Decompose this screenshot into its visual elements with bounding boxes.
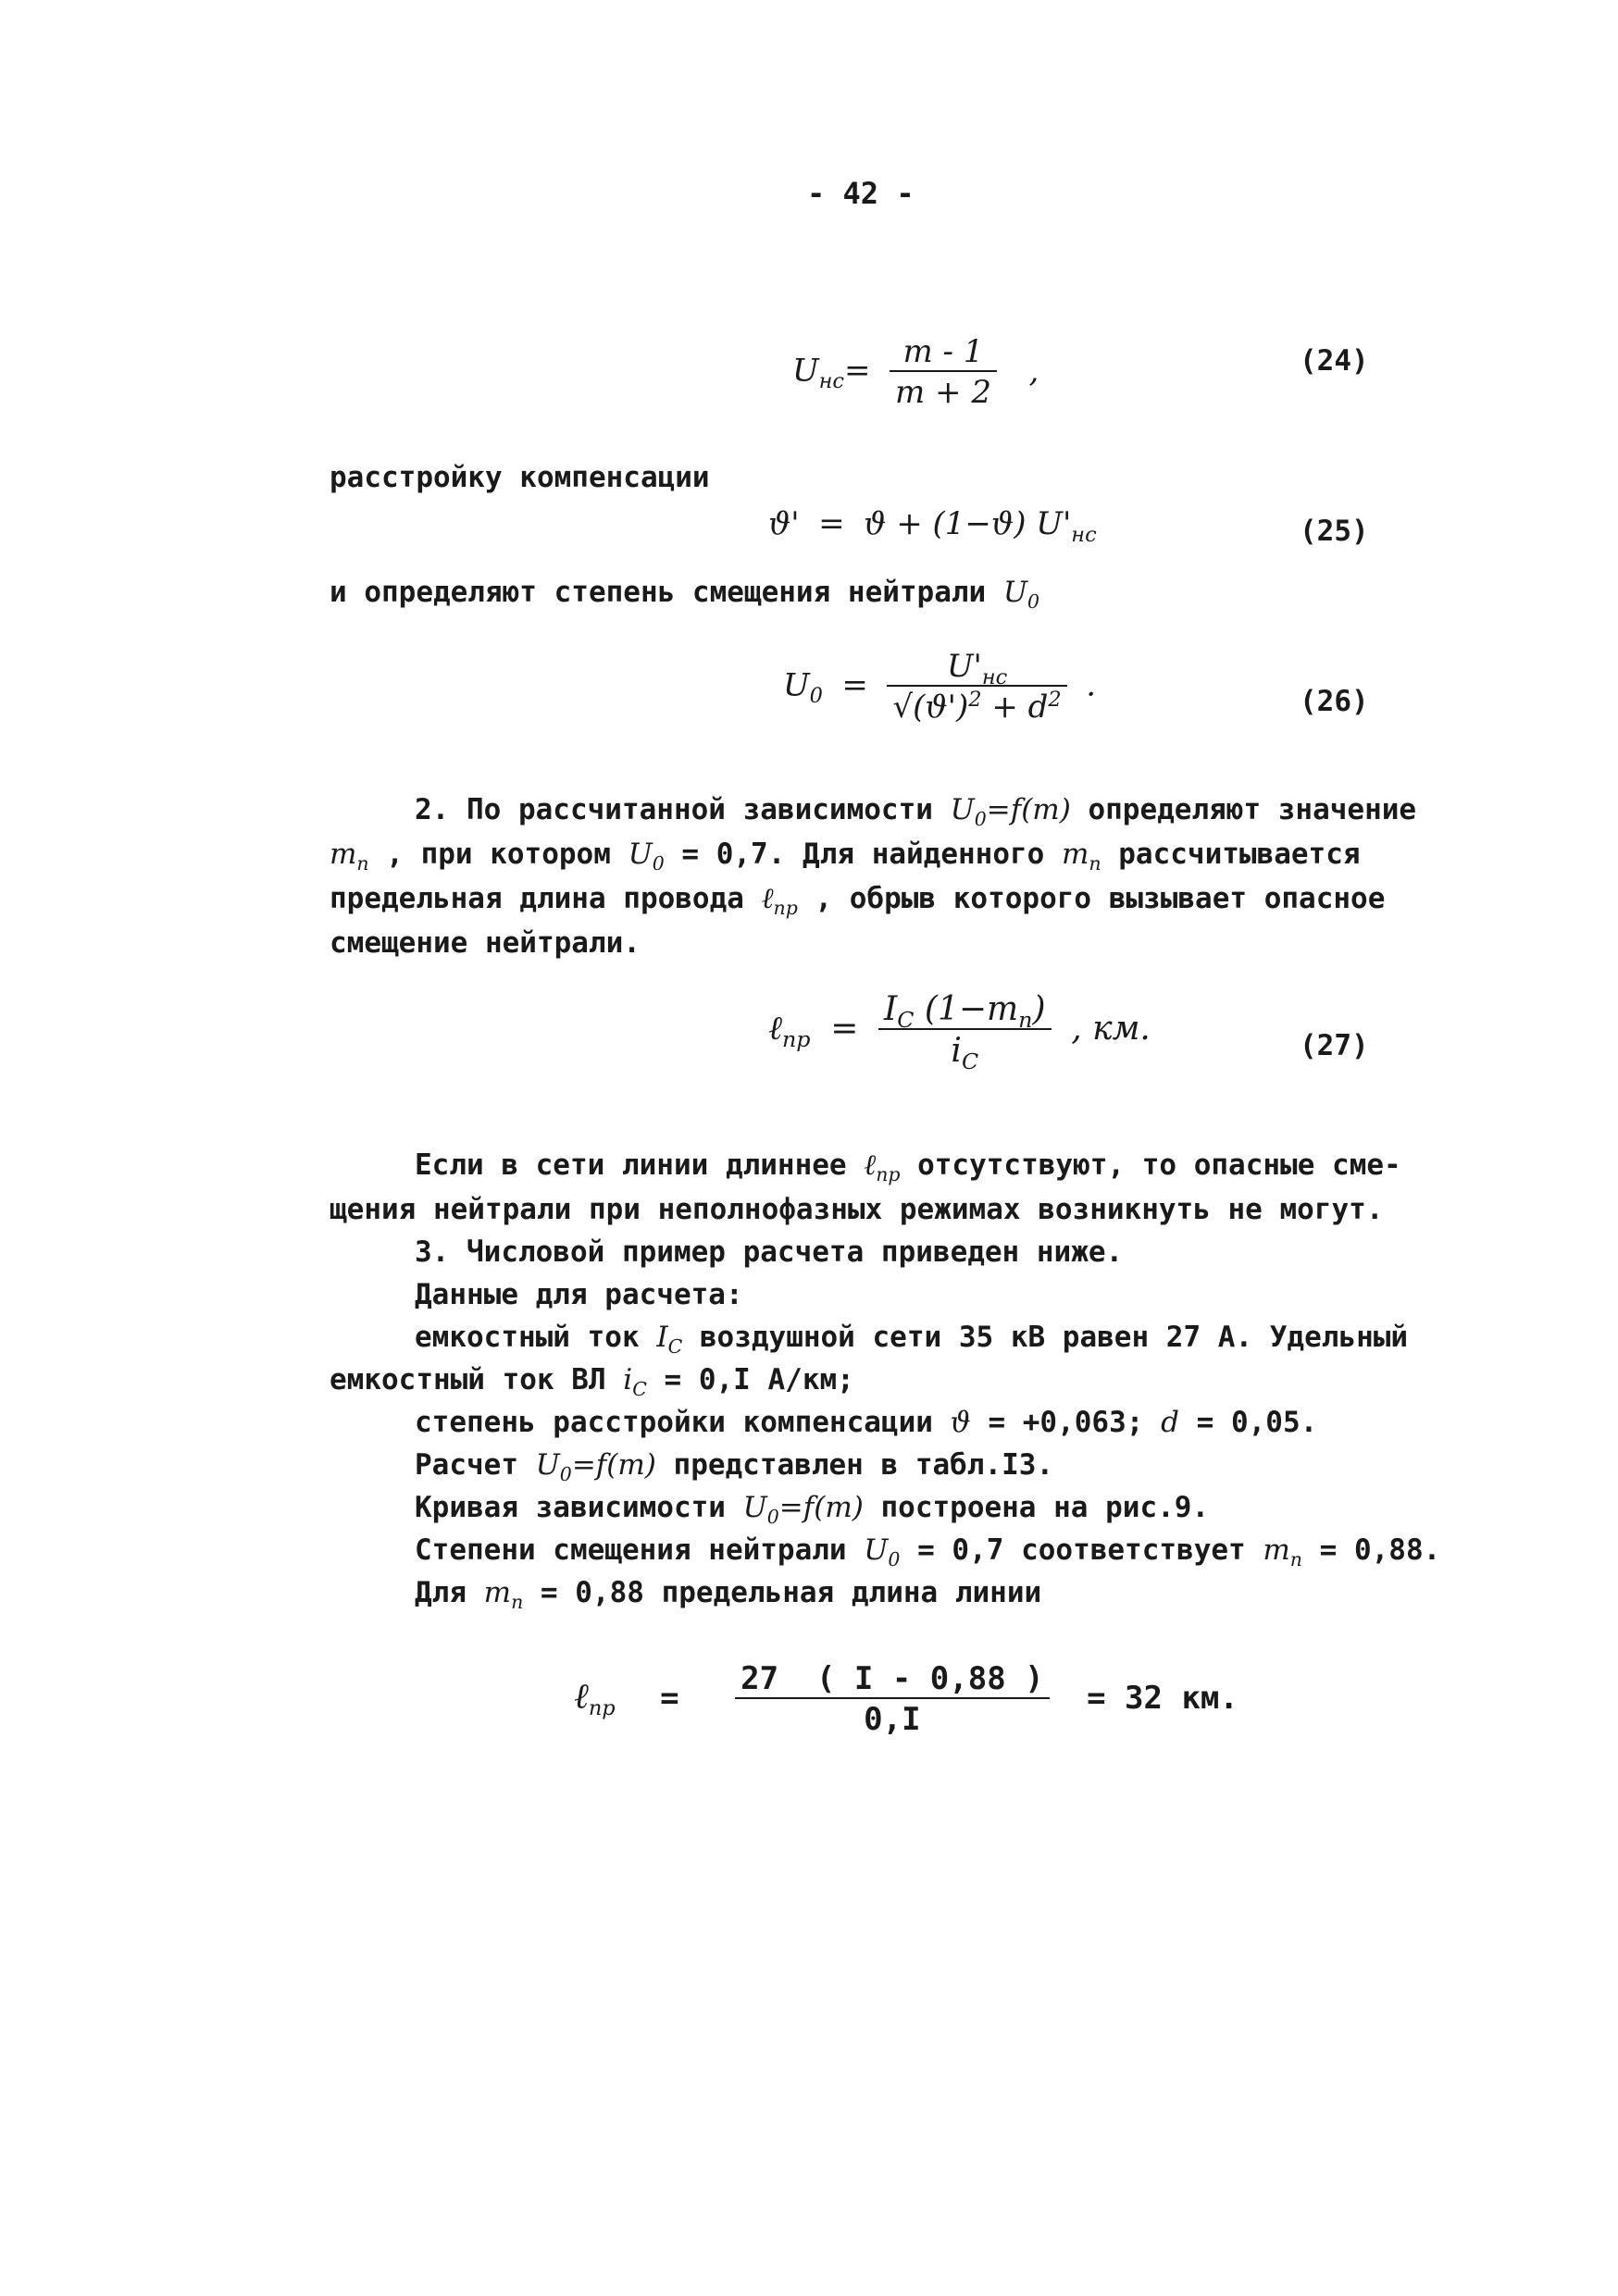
eq26-trail: . [1086,666,1096,704]
p3-l11-sym: m [483,1576,512,1609]
equation-25 [768,505,1097,547]
equation-26 [783,648,1096,726]
eq27-lhs: ℓ [768,1010,782,1048]
p3-l5-text-a: емкостный ток [415,1321,640,1354]
equation-number-27: (27) [1300,1029,1369,1062]
p3-l10-text-b: = 0,7 соответствует [917,1533,1246,1567]
p3-l6-text-b: = 0,I А/км; [664,1363,854,1396]
eq24-fraction [890,333,997,411]
p3-l9-func: =f(m) [778,1491,864,1524]
paragraph-2-line-4: смещение нейтрали. [330,926,641,960]
p2-l1-sym-sub: 0 [974,808,987,831]
p3-l5-text-b: воздушной сети 35 кВ равен 27 А. Удельный [699,1321,1409,1354]
p2-l2-sym-sub: п [356,852,369,875]
eq26-lhs-sub: 0 [809,684,823,709]
eq27-lhs-sub: пр [782,1026,811,1053]
eq27-num-sub: C [897,1007,915,1034]
final-denominator: 0,I [735,1697,1050,1738]
eq25-eq: = [818,505,845,542]
eq27-trail: , км. [1071,1010,1151,1048]
equation-24 [792,333,1039,411]
equation-number-24: (24) [1300,344,1369,378]
paragraph-3-line-2: щения нейтрали при неполнофазных режимах возникнуть не могут. [330,1193,1384,1226]
paragraph-3-line-7 [415,1401,1317,1444]
text-determine-symbol: U [1002,576,1028,609]
eq26-den-plus: + d [991,689,1049,726]
equation-number-25: (25) [1300,515,1369,548]
p3-l1-text-a: Если в сети линии длиннее [415,1148,847,1182]
final-result: = 32 км. [1087,1679,1238,1717]
eq25-rhs: ϑ + (1−ϑ) U' [864,505,1072,542]
eq24-numerator: m - 1 [902,333,984,370]
eq26-numerator-sub: нс [981,664,1008,689]
p3-l8-text-b: представлен в табл.I3. [673,1448,1054,1482]
eq24-eq: = [844,352,871,390]
p3-l8-text-a: Расчет [415,1448,518,1482]
text-determine-symbol-sub: 0 [1027,590,1040,614]
eq25-rhs-sub: нс [1071,522,1097,547]
p3-l8-func: =f(m) [571,1448,656,1482]
p2-l3-sym: ℓ [761,882,774,915]
paragraph-3-line-9 [415,1486,1209,1532]
eq26-fraction [887,648,1066,726]
paragraph-3-line-6 [330,1359,854,1404]
p3-l7-text-a: степень расстройки компенсации [415,1406,933,1439]
p3-l9-text-b: построена на рис.9. [880,1491,1210,1524]
paragraph-3-line-4: Данные для расчета: [415,1278,743,1311]
p3-l6-text-a: емкостный ток ВЛ [330,1363,606,1396]
p2-l1-text-a: 2. По рассчитанной зависимости [415,793,933,826]
p3-l11-sym-sub: п [511,1591,524,1614]
paragraph-3-line-1 [415,1144,1401,1189]
p2-l2-text-c: рассчитывается [1118,838,1361,871]
p2-l2-text-b: = 0,7. Для найденного [681,838,1045,871]
page-number: - 42 - [807,176,915,211]
p3-l8-sym: U [535,1448,560,1482]
eq27-den-sub: C [961,1049,979,1075]
final-fraction [735,1660,1050,1738]
p3-l10-sym: U [864,1533,889,1567]
eq26-eq: = [841,666,868,704]
p2-l2-text-a: , при котором [386,838,611,871]
p3-l9-text-a: Кривая зависимости [415,1491,726,1524]
p2-l1-text-b: определяют значение [1088,793,1417,826]
p3-l7-sym2: d [1161,1406,1179,1439]
p2-l2-sym2-sub: 0 [652,852,665,875]
p3-l10-sym2: m [1263,1533,1290,1567]
p2-l1-func: =f(m) [986,793,1071,826]
eq26-den-sup2: 2 [1048,687,1062,712]
p2-l3-text-b: , обрыв которого вызывает опасное [815,882,1386,915]
p2-l1-sym: U [950,793,975,826]
paragraph-2-line-3 [330,877,1385,923]
paragraph-3-line-10 [415,1529,1440,1574]
eq26-den-sup: 2 [968,687,982,712]
eq26-denominator [887,685,1066,726]
p3-l11-text-a: Для [415,1576,467,1609]
eq27-eq: = [830,1010,859,1048]
p3-l9-sym: U [742,1491,767,1524]
paragraph-2-line-1 [415,788,1416,834]
eq26-numerator-main: U' [946,648,982,685]
eq26-numerator [887,648,1066,689]
paragraph-3-line-11 [415,1571,1041,1617]
eq26-den-root: √(ϑ') [892,689,969,726]
p3-l7-sym: ϑ [950,1406,971,1439]
p3-l5-sym: I [656,1321,668,1354]
eq26-lhs: U [783,666,810,704]
p3-l1-text-b: отсутствуют, то опасные сме- [917,1148,1401,1182]
p3-l6-sym: i [623,1363,633,1396]
text-detuning: расстройку компенсации [330,461,710,494]
eq27-num-sub2: п [1018,1007,1033,1034]
eq24-lhs-sub: нс [818,369,845,394]
equation-27 [768,990,1151,1075]
p2-l2-sym3-sub: п [1089,852,1101,875]
eq24-denominator: m + 2 [890,370,997,411]
final-equation [574,1660,1238,1738]
paragraph-3-line-5 [415,1316,1408,1361]
eq25-lhs: ϑ' [768,505,800,542]
eq27-num-c: ) [1032,990,1046,1028]
eq27-den: i [951,1032,962,1070]
eq27-num-b: (1−m [924,990,1019,1028]
eq24-lhs: U [792,352,819,390]
final-lhs: ℓ [574,1675,589,1717]
eq27-denominator [878,1028,1051,1075]
p3-l1-sym-sub: пр [876,1163,901,1186]
p3-l8-sym-sub: 0 [559,1463,572,1486]
p2-l2-sym: m [330,838,357,871]
paragraph-3-line-3: 3. Числовой пример расчета приведен ниже. [415,1235,1124,1269]
p3-l7-text-b: = +0,063; [988,1406,1144,1439]
p2-l2-sym3: m [1062,838,1089,871]
p2-l3-sym-sub: пр [773,897,798,920]
paragraph-2-line-2 [330,833,1361,878]
eq27-num-a: I [884,990,898,1028]
text-determine [330,576,1040,614]
equation-number-26: (26) [1300,685,1369,718]
p3-l7-text-c: = 0,05. [1196,1406,1318,1439]
p3-l11-text-b: = 0,88 предельная длина линии [540,1576,1042,1609]
p3-l6-sym-sub: C [632,1378,647,1401]
final-numerator: 27 ( I - 0,88 ) [741,1660,1044,1697]
p2-l3-text-a: предельная длина провода [330,882,744,915]
text-determine-label: и определяют степень смещения нейтрали [330,576,987,609]
p2-l2-sym2: U [628,838,653,871]
paragraph-3-line-8 [415,1444,1053,1489]
final-lhs-sub: пр [588,1696,616,1721]
eq27-fraction [878,990,1051,1075]
final-eq-sign: = [660,1679,679,1717]
p3-l1-sym: ℓ [864,1148,877,1182]
eq27-numerator [878,990,1051,1034]
p3-l10-text-a: Степени смещения нейтрали [415,1533,847,1567]
p3-l9-sym-sub: 0 [766,1506,779,1529]
p3-l10-sym2-sub: п [1289,1548,1302,1571]
p3-l10-sym-sub: 0 [888,1548,901,1571]
p3-l10-text-c: = 0,88. [1319,1533,1441,1567]
p3-l5-sym-sub: C [667,1335,683,1359]
eq24-trail: , [1028,352,1039,390]
